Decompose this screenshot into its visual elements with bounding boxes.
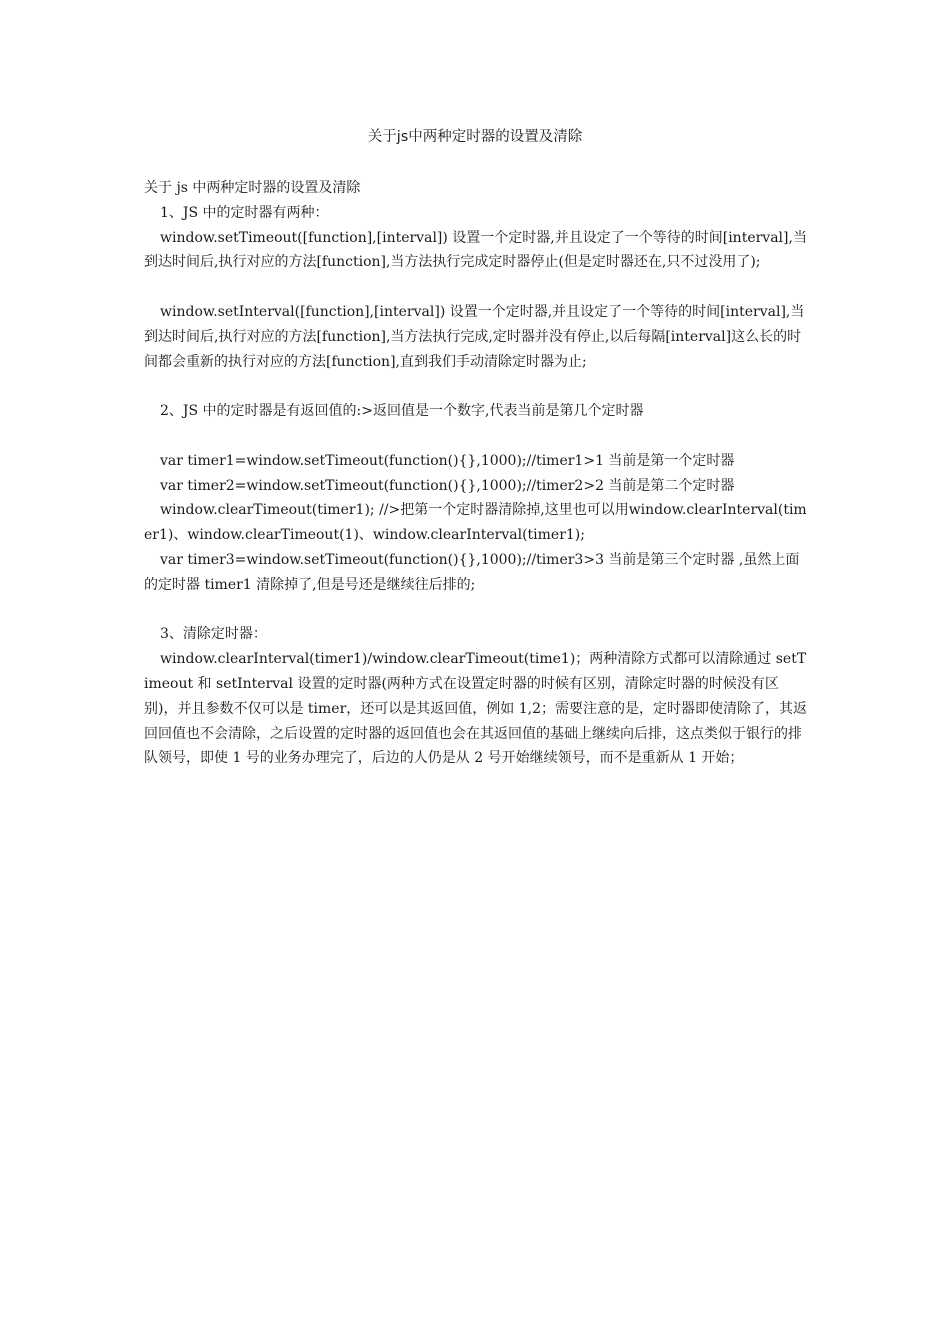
setinterval-paragraph: window.setInterval([function],[interval]) 设置一个定时器,并且设定了一个等待的时间[interval],当到达时间后,执行对应的方法[function],当方法执行完成,定时器并没有停止,以后每隔[interval]这么长的时间都会重新的执行对应的方法[function],直到我们手动清除定时器为止; xyxy=(144,303,805,370)
spacer xyxy=(144,374,808,399)
spacer xyxy=(144,424,808,449)
document-title: 关于js中两种定时器的设置及清除 xyxy=(367,129,583,145)
section-2-heading: 2、JS 中的定时器是有返回值的:>返回值是一个数字,代表当前是第几个定时器 xyxy=(160,403,644,420)
spacer xyxy=(144,275,808,300)
code-line-timer1: var timer1=window.setTimeout(function(){},1000);//timer1>1 当前是第一个定时器 xyxy=(160,452,735,469)
code-line-timer2: var timer2=window.setTimeout(function(){},1000);//timer2>2 当前是第二个定时器 xyxy=(160,477,735,494)
clear-timer-paragraph: window.clearInterval(timer1)/window.clearTimeout(time1)；两种清除方式都可以清除通过 setTimeout 和 setInterval 设置的定时器(两种方式在设置定时器的时候有区别，清除定时器的时候没有区别)，并且参数不仅可以是 timer，还可以是其返回值，例如 1,2；需要注意的是，定时器即使清除了，其返回回值也不会清除，之后设置的定时器的返回值也会在其返回值的基础上继续向后排，这点类似于银行的排队领号，即使 1 号的业务办理完了，后边的人仍是从 2 号开始继续领号，而不是重新从 1 开始； xyxy=(144,651,807,767)
code-line-clear: window.clearTimeout(timer1); //>把第一个定时器清除掉,这里也可以用window.clearInterval(timer1)、window.clearTimeout(1)、window.clearInterval(timer1); xyxy=(144,502,807,544)
document-body xyxy=(144,176,808,771)
body-heading: 关于 js 中两种定时器的设置及清除 xyxy=(144,180,361,196)
spacer xyxy=(144,598,808,623)
section-1-heading: 1、JS 中的定时器有两种： xyxy=(160,204,329,221)
code-line-timer3: var timer3=window.setTimeout(function(){},1000);//timer3>3 当前是第三个定时器 ,虽然上面的定时器 timer1 清除掉了,但是号还是继续往后排的; xyxy=(144,551,800,593)
section-3-heading: 3、清除定时器： xyxy=(160,626,267,643)
settimeout-paragraph: window.setTimeout([function],[interval]) 设置一个定时器,并且设定了一个等待的时间[interval],当到达时间后,执行对应的方法[function],当方法执行完成定时器停止(但是定时器还在,只不过没用了); xyxy=(144,229,807,271)
